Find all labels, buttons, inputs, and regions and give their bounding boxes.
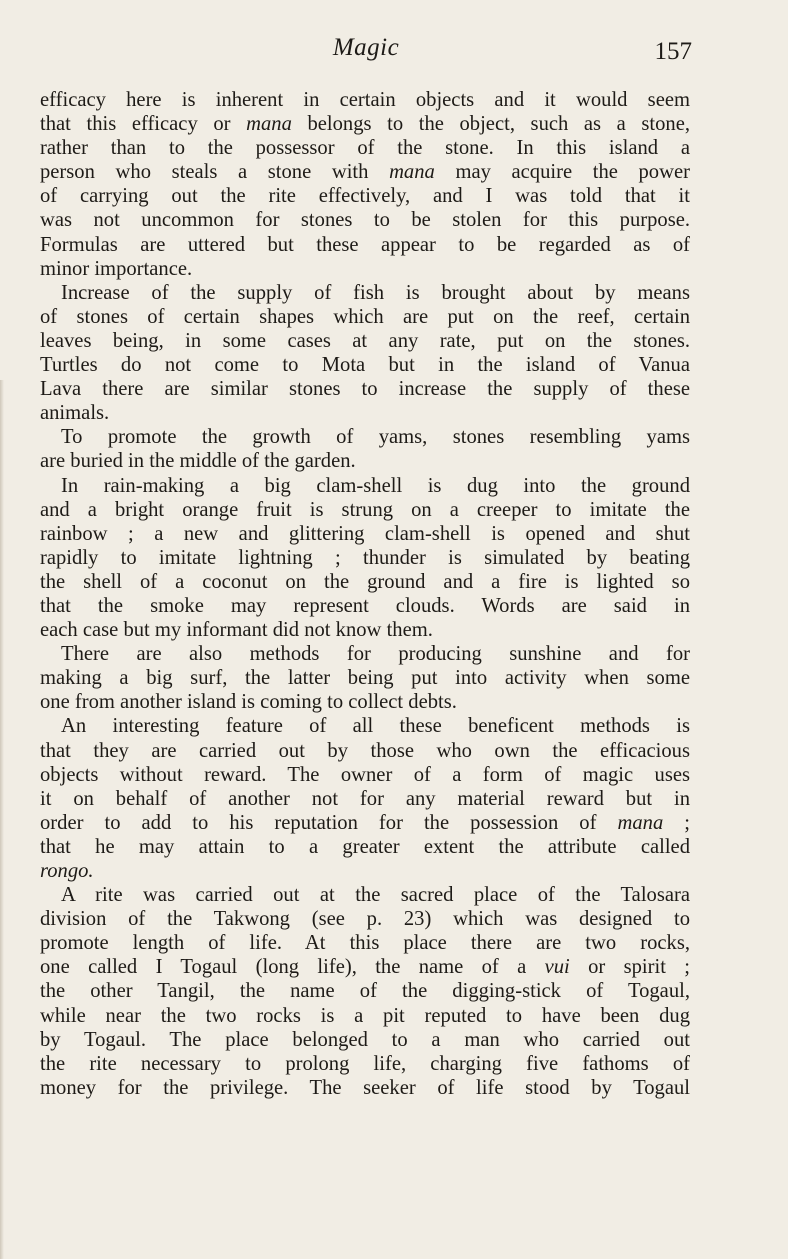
text-line: one called I Togaul (long life), the name of a vui or spirit ; [40,956,690,979]
text-line: making a big surf, the latter being put into activity when some [40,667,690,690]
text-line: that they are carried out by those who own the efficacious [40,739,690,762]
paragraph [40,883,690,1100]
text-line: In rain-making a big clam-shell is dug into the ground [61,474,690,497]
text-line: leaves being, in some cases at any rate, put on the stones. [40,329,690,352]
body-text [40,88,690,1100]
text-line: rainbow ; a new and glittering clam-shell is opened and shut [40,522,690,545]
text-line: are buried in the middle of the garden. [40,450,356,473]
text-line: of carrying out the rite effectively, and I was told that it [40,185,690,208]
text-line: that he may attain to a greater extent the attribute called [40,835,690,858]
text-line: was not uncommon for stones to be stolen for this purpose. [40,209,690,232]
text-line: minor importance. [40,257,193,280]
text-line: animals. [40,402,110,425]
text-line [40,859,690,883]
text-line: each case but my informant did not know them. [40,619,433,642]
text-line: Turtles do not come to Mota but in the island of Vanua [40,354,690,377]
italic-term: mana [389,161,435,184]
text-line: division of the Takwong (see p. 23) which was designed to [40,908,690,931]
text-line: Formulas are uttered but these appear to be regarded as of [40,233,690,256]
text-line: of stones of certain shapes which are put on the reef, certain [40,305,690,328]
text-line: There are also methods for producing sunshine and for [61,643,690,666]
text-line: promote length of life. At this place there are two rocks, [40,932,690,955]
text-line: An interesting feature of all these beneficent methods is [61,715,690,738]
italic-term: mana [617,811,664,834]
page-header [0,34,788,68]
text-line: while near the two rocks is a pit reputed to have been dug [40,1004,690,1027]
text-line: and a bright orange fruit is strung on a creeper to imitate the [40,498,690,521]
text-line: by Togaul. The place belonged to a man who carried out [40,1028,690,1051]
text-line: one from another island is coming to collect debts. [40,691,457,714]
text-line: that the smoke may represent clouds. Words are said in [40,594,690,617]
text-line: money for the privilege. The seeker of life stood by Togaul [40,1076,690,1099]
page-edge-shadow [0,380,4,1259]
text-line: Increase of the supply of fish is brought about by means [61,281,690,304]
text-line: To promote the growth of yams, stones resembling yams [61,426,690,449]
text-line: rather than to the possessor of the stone. In this island a [40,137,690,160]
italic-term: vui [544,956,570,979]
paragraph [40,88,690,281]
text-line: person who steals a stone with mana may acquire the power [40,161,690,184]
text-line: that this efficacy or mana belongs to the object, such as a stone, [40,113,691,136]
text-line: Lava there are similar stones to increase the supply of these [40,378,690,401]
paragraph [40,474,690,643]
paragraph [40,714,690,883]
text-line: A rite was carried out at the sacred place of the Talosara [61,884,690,907]
text-line: it on behalf of another not for any material reward but in [40,787,690,810]
page-number: 157 [654,38,692,65]
text-line: efficacy here is inherent in certain objects and it would seem [40,89,690,111]
text-line: objects without reward. The owner of a form of magic uses [40,763,690,786]
running-title: Magic [332,34,400,61]
paragraph [40,425,690,473]
text-line: rapidly to imitate lightning ; thunder is simulated by beating [40,546,690,569]
text-line: the shell of a coconut on the ground and a fire is lighted so [40,570,690,593]
text-line: the rite necessary to prolong life, charging five fathoms of [40,1052,690,1075]
italic-term: mana [246,113,292,136]
text-line: the other Tangil, the name of the digging-stick of Togaul, [40,980,690,1003]
text-line: order to add to his reputation for the possession of mana ; [40,811,691,834]
italic-term: rongo. [40,860,94,882]
paragraph [40,642,690,714]
paragraph [40,281,690,426]
